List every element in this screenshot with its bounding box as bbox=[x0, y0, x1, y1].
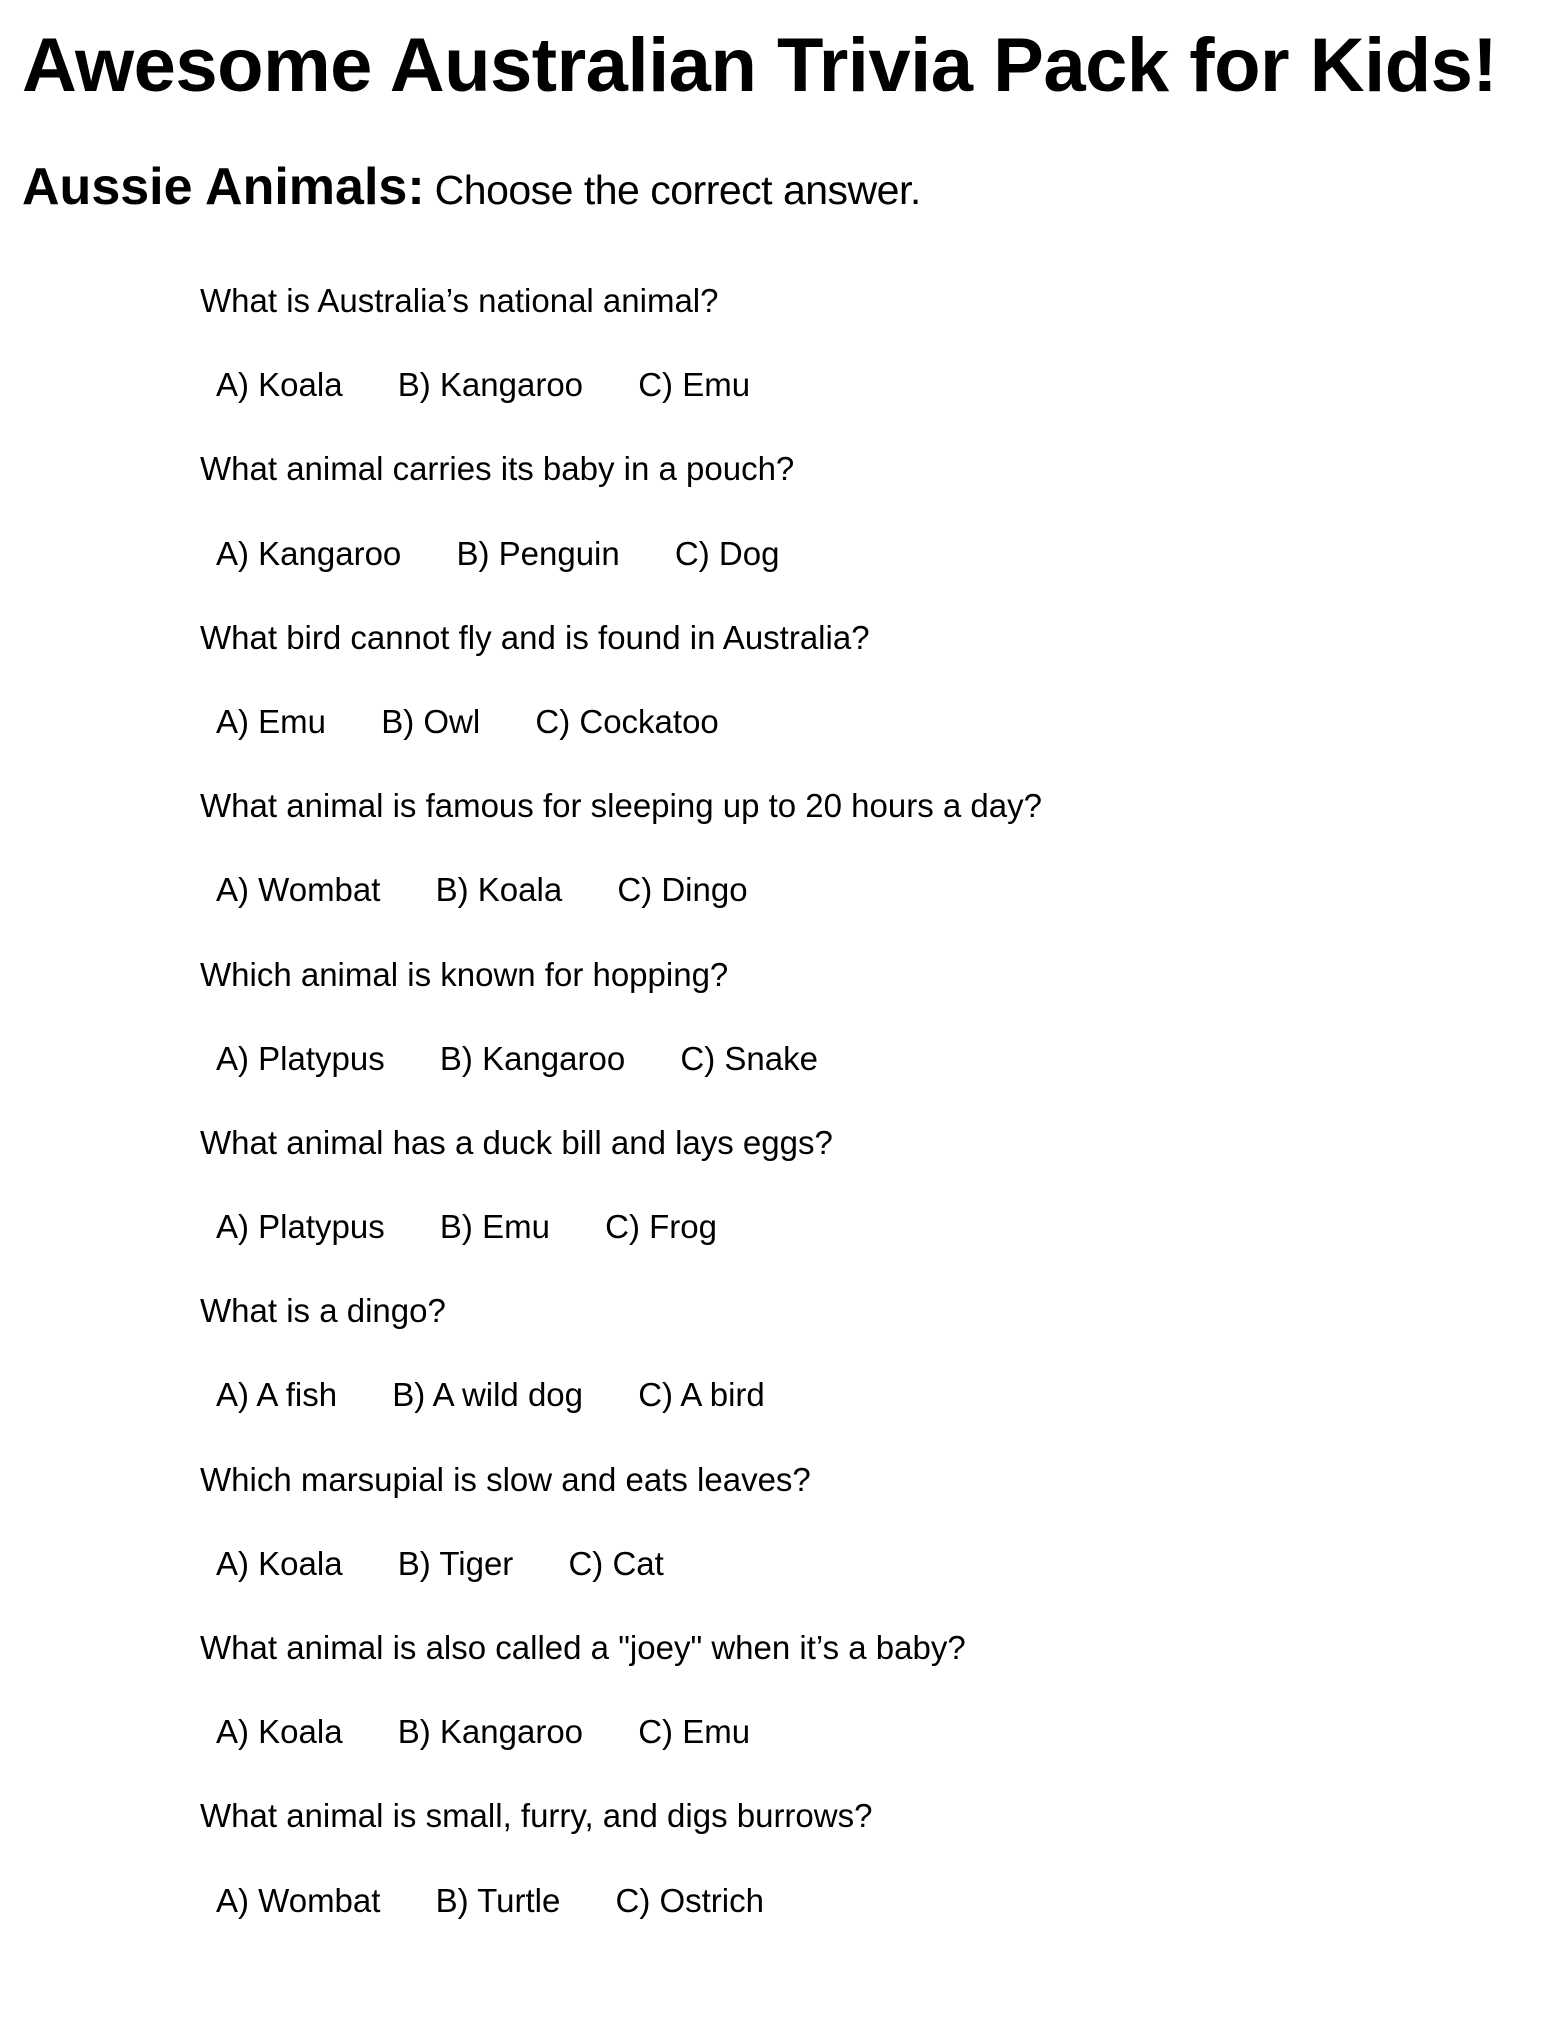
option-b: B) Tiger bbox=[397, 1544, 514, 1582]
question-block bbox=[0, 764, 1545, 932]
option-c: C) Emu bbox=[638, 366, 751, 404]
answer-options bbox=[0, 1353, 1545, 1437]
option-b: B) Kangaroo bbox=[439, 1039, 626, 1077]
option-c: C) Cockatoo bbox=[535, 702, 719, 740]
option-b: B) Penguin bbox=[456, 534, 620, 572]
option-c: C) Cat bbox=[568, 1544, 664, 1582]
option-a: A) A fish bbox=[216, 1376, 338, 1414]
option-c: C) Frog bbox=[605, 1208, 717, 1246]
option-b: B) A wild dog bbox=[392, 1376, 584, 1414]
question-text: What is Australia’s national animal? bbox=[200, 282, 719, 319]
question-block bbox=[0, 1269, 1545, 1437]
option-c: C) Emu bbox=[638, 1713, 751, 1751]
question-text: What animal carries its baby in a pouch? bbox=[200, 450, 795, 488]
option-b: B) Kangaroo bbox=[397, 366, 584, 404]
question-text: What animal is small, furry, and digs burrows? bbox=[200, 1797, 873, 1835]
option-b: B) Owl bbox=[381, 702, 481, 740]
question-text: What bird cannot fly and is found in Australia? bbox=[200, 618, 870, 656]
question-block bbox=[0, 933, 1545, 1101]
option-a: A) Wombat bbox=[216, 1881, 381, 1919]
option-b: B) Emu bbox=[439, 1208, 550, 1246]
question-block bbox=[0, 427, 1545, 595]
question-block bbox=[0, 596, 1545, 764]
option-c: C) Ostrich bbox=[615, 1881, 764, 1919]
question-text: Which animal is known for hopping? bbox=[200, 955, 729, 993]
option-a: A) Koala bbox=[216, 366, 343, 404]
answer-options bbox=[0, 1017, 1545, 1101]
answer-options bbox=[0, 1859, 1545, 1943]
section-instruction: Choose the correct answer. bbox=[434, 167, 921, 213]
section-header bbox=[22, 158, 1545, 216]
answer-options bbox=[0, 1522, 1545, 1606]
page-title: Awesome Australian Trivia Pack for Kids! bbox=[22, 23, 1498, 108]
answer-options bbox=[0, 512, 1545, 596]
answer-options bbox=[0, 680, 1545, 764]
option-a: A) Platypus bbox=[216, 1208, 385, 1246]
question-text: Which marsupial is slow and eats leaves? bbox=[200, 1460, 811, 1498]
option-b: B) Koala bbox=[435, 871, 563, 909]
option-c: C) Dingo bbox=[617, 871, 748, 909]
worksheet-page bbox=[0, 23, 1545, 1943]
option-a: A) Platypus bbox=[216, 1039, 385, 1077]
option-c: C) Dog bbox=[674, 534, 780, 572]
answer-options bbox=[0, 848, 1545, 932]
answer-options bbox=[0, 1185, 1545, 1269]
question-block bbox=[0, 259, 1545, 427]
option-b: B) Kangaroo bbox=[397, 1713, 584, 1751]
question-block bbox=[0, 1101, 1545, 1269]
option-c: C) Snake bbox=[680, 1039, 818, 1077]
option-a: A) Koala bbox=[216, 1713, 343, 1751]
question-block bbox=[0, 1606, 1545, 1774]
answer-options bbox=[0, 1690, 1545, 1774]
option-a: A) Koala bbox=[216, 1544, 343, 1582]
option-a: A) Emu bbox=[216, 702, 327, 740]
question-text: What animal is famous for sleeping up to 20 hours a day? bbox=[200, 787, 1042, 825]
question-text: What is a dingo? bbox=[200, 1292, 446, 1330]
option-b: B) Turtle bbox=[435, 1881, 561, 1919]
question-text: What animal has a duck bill and lays eggs? bbox=[200, 1123, 833, 1161]
option-a: A) Wombat bbox=[216, 871, 381, 909]
option-a: A) Kangaroo bbox=[216, 534, 402, 572]
option-c: C) A bird bbox=[638, 1376, 765, 1414]
answer-options bbox=[0, 343, 1545, 427]
question-text: What animal is also called a "joey" when it’s a baby? bbox=[200, 1629, 966, 1666]
question-block bbox=[0, 1438, 1545, 1606]
section-heading: Aussie Animals: bbox=[22, 158, 425, 216]
question-block bbox=[0, 1774, 1545, 1942]
question-list bbox=[0, 259, 1545, 1943]
